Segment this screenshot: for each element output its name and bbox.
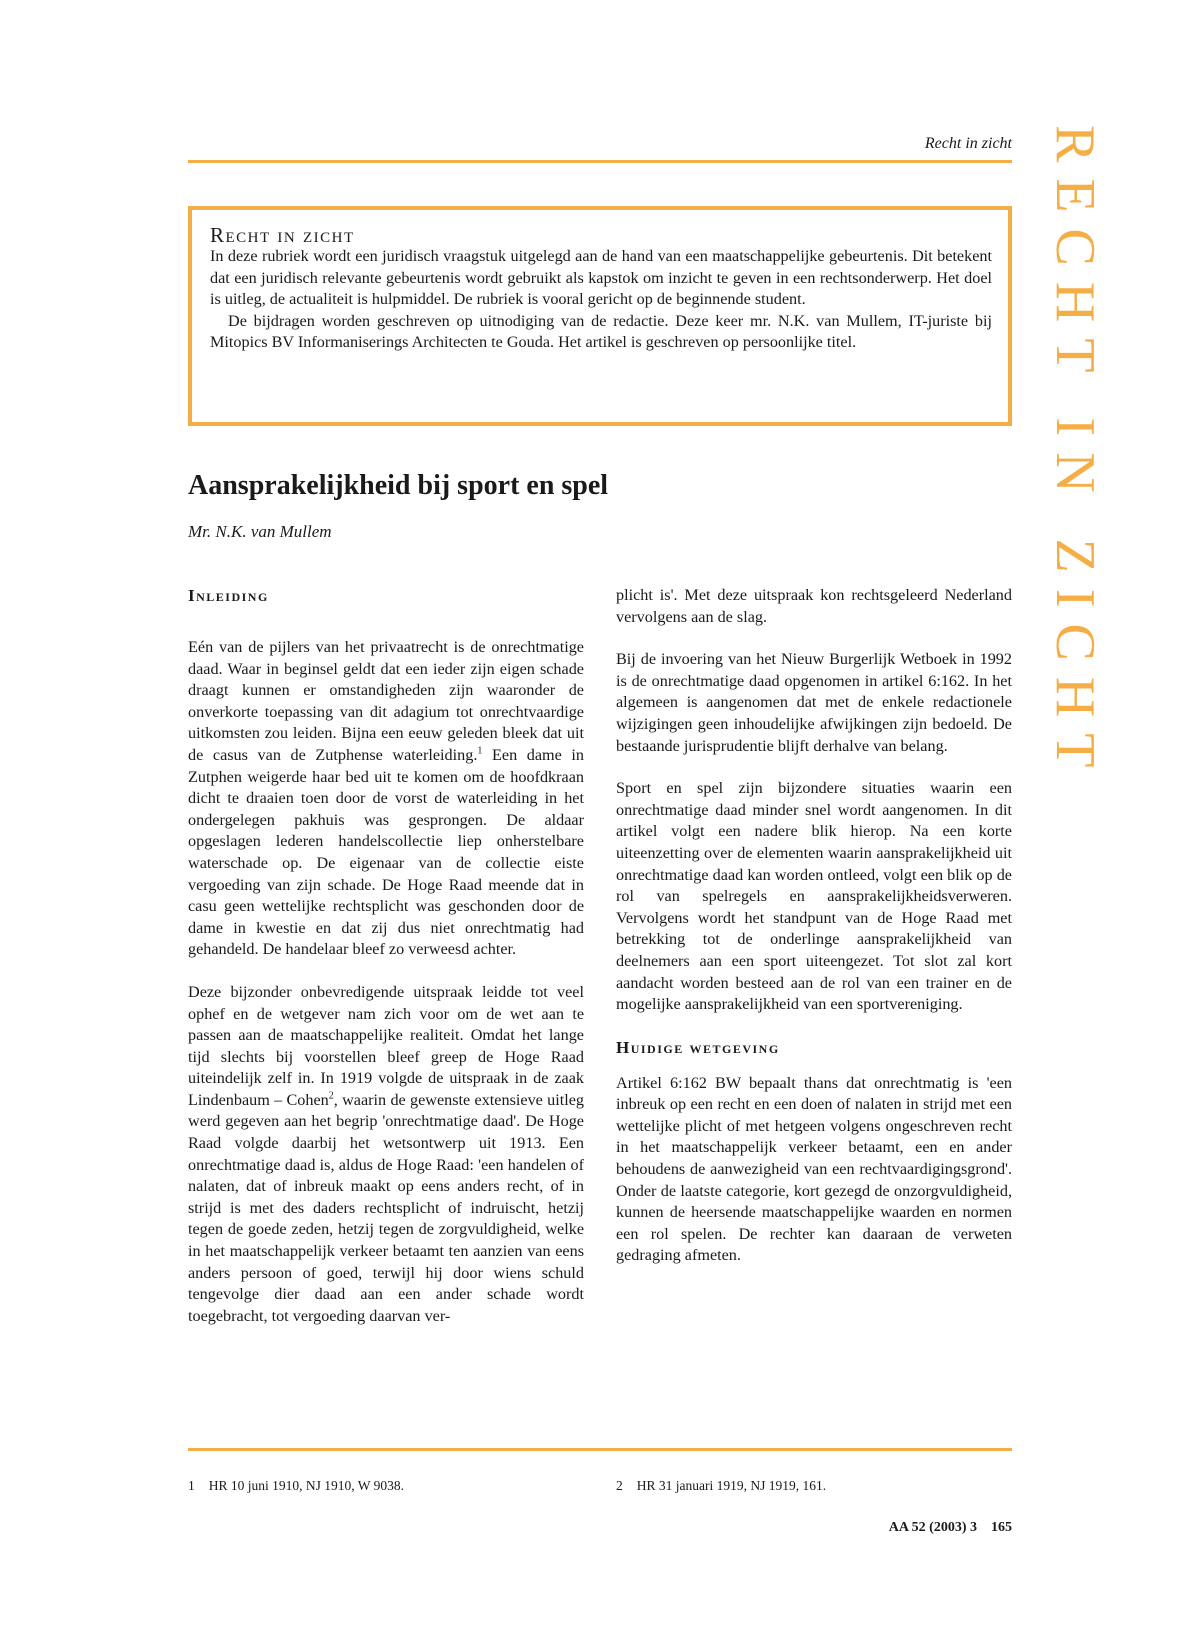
intro-box xyxy=(188,206,1012,426)
journal-reference: AA 52 (2003) 3 xyxy=(888,1520,977,1535)
running-head: Recht in zicht xyxy=(924,135,1012,152)
body-paragraph: Eén van de pijlers van het privaatrecht is de onrechtmatige daad. Waar in beginsel geldt dat een ieder zijn eigen schade draagt kunnen er omstandigheden zijn waaronder de onverkorte toepassing van dit adagium tot onrechtvaardige uitkomsten zou leiden. Bijna een eeuw geleden bleek dat uit de casus van de Zutphense waterleiding.$^1$ Een dame in Zutphen weigerde haar bed uit te komen om de hoofdkraan dicht te draaien toen door de vorst de waterleiding in het ondergelegen pakhuis was gesprongen. De aldaar opgeslagen lederen handelscollectie liep onherstelbare waterschade op. De eigenaar van de collectie eiste vergoeding van zijn schade. De Hoge Raad meende dat in casu geen wettelijke rechtsplicht was geschonden door de dame in kwestie en dat zij dus niet onrechtmatig had gehandeld. De handelaar bleef zo verweesd achter. xyxy=(188,638,585,959)
footnote-number: 2 xyxy=(616,1478,623,1493)
top-rule xyxy=(188,160,1012,163)
footnote xyxy=(188,1478,404,1494)
footnote-rule xyxy=(188,1448,1012,1451)
footnote xyxy=(616,1478,826,1494)
body-paragraph: Deze bijzonder onbevredigende uitspraak leidde tot veel ophef en de wetgever nam zich voor om de wet aan te passen aan de maatschappelijke realiteit. Omdat het lange tijd slechts bij voorstellen bleef greep de Hoge Raad uiteindelijk zelf in. In 1919 volgde de uitspraak in de zaak Lindenbaum – Cohen$^2$, waarin de gewenste extensieve uitleg werd gegeven aan het begrip 'onrechtmatige daad'. De Hoge Raad volgde daarbij het wetsontwerp uit 1913. Een onrechtmatige daad is, aldus de Hoge Raad: 'een handelen of nalaten, dat of inbreuk maakt op eens anders recht, of in strijd is met des daders rechtsplicht of indruischt, hetzij tegen de goede zeden, hetzij tegen de zorgvuldigheid, welke in het maatschappelijk verkeer betaamt ten aanzien van eens anders persoon of goed, terwijl hij door wiens schuld tengevolge dier daad aan een ander schade wordt toegebracht, tot vergoeding daarvan ver- xyxy=(188,982,585,1325)
body-paragraph: plicht is'. Met deze uitspraak kon rechtsgeleerd Nederland vervolgens aan de slag. xyxy=(616,586,1012,626)
section-heading-huidige-wetgeving: Huidige wetgeving xyxy=(616,1037,780,1057)
section-heading-inleiding: Inleiding xyxy=(188,586,269,605)
column-right xyxy=(616,585,1012,1288)
column-left xyxy=(188,585,584,1348)
footnote-text: HR 31 januari 1919, NJ 1919, 161. xyxy=(636,1478,827,1493)
footnote-ref[interactable]: 1 xyxy=(477,745,483,757)
body-paragraph: Artikel 6:162 BW bepaalt thans dat onrechtmatig is 'een inbreuk op een recht en een doen of nalaten in strijd met een wettelijke plicht of met hetgeen volgens ongeschreven recht in het maatschappelijk verkeer betaamt, een en ander behoudens de aanwezigheid van een rechtvaardigingsgrond'. Onder de laatste categorie, kort gezegd de onzorgvuldigheid, kunnen de heersende maatschappelijke waarden en normen een rol spelen. De rechter kan daaraan de verweten gedraging afmeten. xyxy=(616,1073,1012,1265)
intro-paragraph: De bijdragen worden geschreven op uitnodiging van de redactie. Deze keer mr. N.K. van Mullem, IT-juriste bij Mitopics BV Informaniserings Architecten te Gouda. Het artikel is geschreven op persoonlijke titel. xyxy=(210,311,992,351)
article-title: Aansprakelijkheid bij sport en spel xyxy=(188,470,609,501)
body-paragraph: Sport en spel zijn bijzondere situaties waarin een onrechtmatige daad minder snel wordt aangenomen. In dit artikel volgt een nadere blik hierop. Na een korte uiteenzetting over de elementen waarin aansprakelijkheid uit onrechtmatige daad kan worden ontleed, volgt een blik op de rol van spelregels en aansprakelijkheidsverweren. Vervolgens wordt het standpunt van de Hoge Raad met betrekking tot de onderlinge aansprakelijkheid van deelnemers aan een sport uiteengezet. Tot slot zal kort aandacht worden besteed aan de rol van een trainer en de mogelijke aansprakelijkheid van een sportvereniging. xyxy=(616,779,1012,1014)
page-number: 165 xyxy=(991,1520,1012,1535)
footnote-number: 1 xyxy=(188,1478,195,1493)
intro-paragraph: In deze rubriek wordt een juridisch vraagstuk uitgelegd aan de hand van een maatschappelijke gebeurtenis. Dit betekent dat een juridisch relevante gebeurtenis wordt gebruikt als kapstok om inzicht te geven in een rechtsonderwerp. Het doel is uitleg, de actualiteit is hulpmiddel. De rubriek is vooral gericht op de beginnende student. xyxy=(210,247,992,308)
intro-box-title: Recht in zicht xyxy=(210,223,355,247)
page-footer xyxy=(700,1520,1012,1536)
vertical-section-title: RECHT IN ZICHT xyxy=(1044,125,1106,784)
footnote-text: HR 10 juni 1910, NJ 1910, W 9038. xyxy=(208,1478,405,1493)
article-author: Mr. N.K. van Mullem xyxy=(188,522,332,541)
footnote-ref[interactable]: 2 xyxy=(328,1090,334,1102)
body-paragraph: Bij de invoering van het Nieuw Burgerlijk Wetboek in 1992 is de onrechtmatige daad opgenomen in artikel 6:162. In het algemeen is aangenomen dat met de enkele redactionele wijzigingen geen inhoudelijke afwijkingen zijn bedoeld. De bestaande jurisprudentie blijft derhalve van belang. xyxy=(616,650,1012,755)
